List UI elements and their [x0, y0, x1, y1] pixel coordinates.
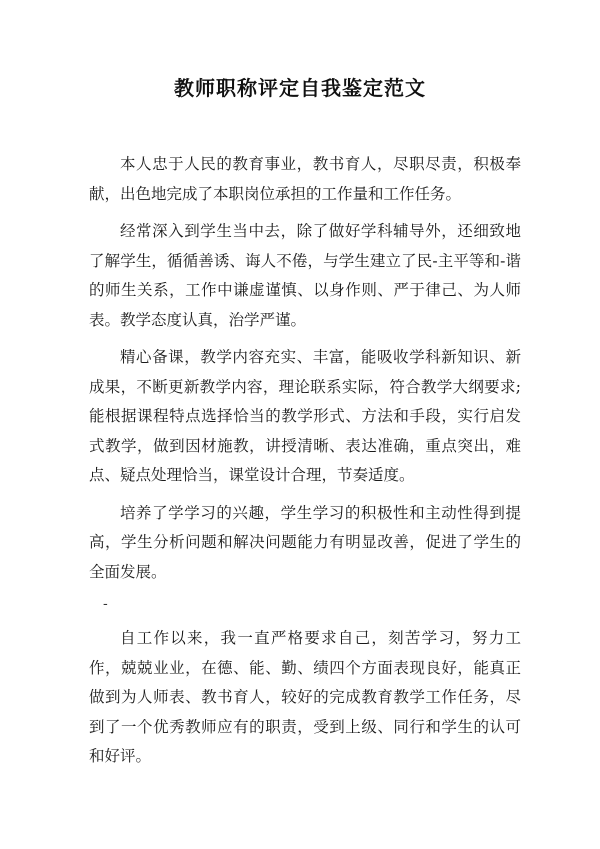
document-body-top — [89, 150, 521, 595]
document-body-bottom — [89, 624, 521, 780]
document-title: 教师职称评定自我鉴定范文 — [174, 76, 426, 100]
separator-mark: - — [103, 596, 108, 612]
paragraph: 精心备课，教学内容充实、丰富，能吸收学科新知识、新成果，不断更新教学内容，理论联系实际，符合教学大纲要求;能根据课程特点选择恰当的教学形式、方法和手段，实行启发式教学，做到因材施教，讲授清晰、表达准确，重点突出，难点、疑点处理恰当，课堂设计合理，节奏适度。 — [89, 348, 521, 484]
paragraph: 培养了学学习的兴趣，学生学习的积极性和主动性得到提高，学生分析问题和解决问题能力有明显改善，促进了学生的全面发展。 — [89, 503, 521, 581]
paragraph: 自工作以来，我一直严格要求自己，刻苦学习，努力工作，兢兢业业，在德、能、勤、绩四个方面表现良好，能真正做到为人师表、教书育人，较好的完成教育教学工作任务，尽到了一个优秀教师应有的职责，受到上级、同行和学生的认可和好评。 — [89, 629, 521, 765]
paragraph: 经常深入到学生当中去，除了做好学科辅导外，还细致地了解学生，循循善诱、诲人不倦，与学生建立了民-主平等和-谐的师生关系，工作中谦虚谨慎、以身作则、严于律己、为人师表。教学态度认真，治学严谨。 — [89, 222, 521, 329]
paragraph: 本人忠于人民的教育事业，教书育人，尽职尽责，积极奉献，出色地完成了本职岗位承担的工作量和工作任务。 — [89, 155, 521, 203]
